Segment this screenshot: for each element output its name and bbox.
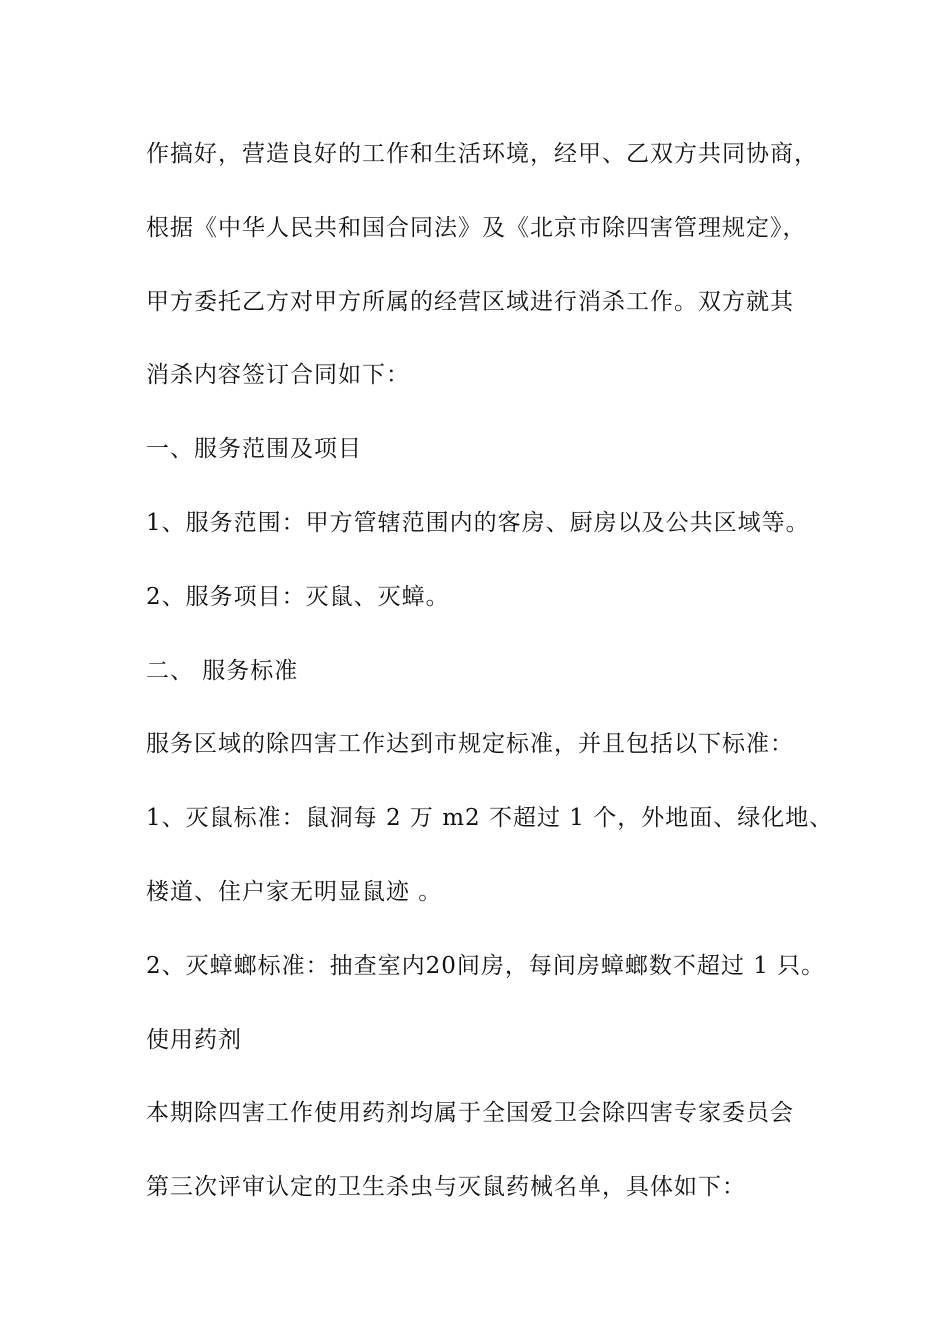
text-line: 第三次评审认定的卫生杀虫与灭鼠药械名单，具体如下：	[146, 1174, 746, 1201]
text-line: 根据《中华人民共和国合同法》及《北京市除四害管理规定》，	[146, 214, 807, 241]
text-line: 作搞好，营造良好的工作和生活环境，经甲、乙双方共同协商，	[146, 141, 818, 167]
text-line: 甲方委托乙方对甲方所属的经营区域进行消杀工作。双方就其	[146, 288, 794, 315]
section-heading-standards: 二、 服务标准	[146, 657, 299, 684]
section-heading-chemicals: 使用药剂	[146, 1026, 242, 1053]
text-line: 1、服务范围：甲方管辖范围内的客房、厨房以及公共区域等。	[146, 509, 810, 536]
text-line: 2、服务项目：灭鼠、灭蟑。	[146, 583, 450, 610]
document-body	[146, 132, 846, 1239]
section-heading-scope: 一、服务范围及项目	[146, 436, 362, 463]
text-line: 1、灭鼠标准：鼠洞每 2 万 m2 不超过 1 个，外地面、绿化地、	[146, 805, 834, 832]
text-line: 服务区域的除四害工作达到市规定标准，并且包括以下标准：	[146, 731, 794, 758]
text-line: 本期除四害工作使用药剂均属于全国爱卫会除四害专家委员会	[146, 1100, 794, 1127]
text-line: 2、灭蟑螂标准：抽查室内20间房，每间房蟑螂数不超过 1 只。	[146, 952, 826, 979]
text-line: 楼道、住户家无明显鼠迹 。	[146, 878, 443, 905]
text-line: 消杀内容签订合同如下：	[146, 362, 410, 389]
